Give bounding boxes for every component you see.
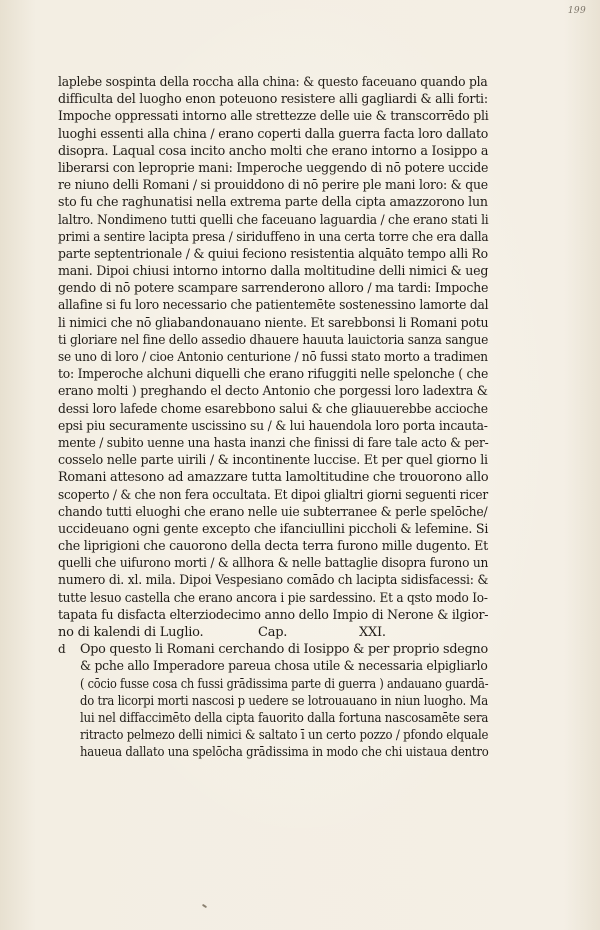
text-line-31: tutte lesuo castella che erano ancora i pie sardessino. Et a qsto modo Io- [58, 590, 488, 606]
chapter-text-line-3: do tra licorpi morti nascosi p uedere se lotrouauano in niun luogho. Ma [80, 693, 488, 709]
folio-number: 199 [567, 6, 586, 16]
chapter-text-line-6: haueua dallato una spelōcha grādissima in modo che chi uistaua dentro [80, 745, 489, 761]
text-line-9: laltro. Nondimeno tutti quelli che faceuano laguardia / che erano stati li [58, 212, 489, 228]
text-line-14: allafine si fu loro necessario che patientemēte sostenessino lamorte dal [58, 298, 489, 314]
text-line-26: chando tutti eluoghi che erano nelle uie subterranee & perle spelōche/ [58, 504, 488, 520]
text-line-10: primi a sentire lacipta presa / siriduffeno in una certa torre che era dalla [58, 229, 489, 245]
text-line-6: liberarsi con leproprie mani: Imperoche ueggendo di nō potere uccide [58, 160, 489, 176]
text-line-32: tapata fu disfacta elterziodecimo anno dello Impio di Nerone & ilgior- [58, 607, 489, 623]
text-block [58, 74, 488, 762]
last-line-with-chapter-heading [58, 624, 488, 641]
text-line-28: che liprigioni che cauorono della decta terra furono mille dugento. Et [58, 539, 489, 555]
chapter-number: XXI. [359, 625, 386, 640]
text-line-17: se uno di loro / cioe Antonio centurione / nō fussi stato morto a tradimen [58, 350, 488, 365]
text-line-23: cosselo nelle parte uirili / & incontinente luccise. Et per quel giorno li [58, 453, 488, 469]
text-line-30: numero di. xl. mila. Dipoi Vespesiano comādo ch lacipta sidisfacessi: & [58, 573, 489, 589]
text-line-12: mani. Dipoi chiusi intorno intorno dalla moltitudine delli nimici & ueg [58, 264, 489, 280]
chapter-text-line-5: ritracto pelmezo delli nimici & saltato ī un certo pozzo / pfondo elquale [80, 728, 489, 744]
text-line-2: difficulta del luogho enon poteuono resistere alli gagliardi & alli forti: [58, 92, 488, 108]
chapter-text-line-1: & pche allo Imperadore pareua chosa utile & necessaria elpigliarlo [80, 659, 488, 675]
chapter-opening-line [58, 641, 488, 658]
text-line-21: epsi piu securamente uscissino su / & lui hauendola loro porta incauta- [58, 418, 488, 434]
main-text [58, 74, 488, 624]
chapter-text-line-4: lui nel diffaccimēto della cipta fauorito dalla fortuna nascosamēte sera [80, 710, 489, 726]
text-line-22: mente / subito uenne una hasta inanzi che finissi di fare tale acto & per- [58, 435, 489, 451]
text-line-7: re niuno delli Romani / si prouiddono di nō perire ple mani loro: & que [58, 178, 488, 194]
text-line-24: Romani attesono ad amazzare tutta lamoltitudine che trouorono allo [58, 470, 489, 486]
text-line-25: scoperto / & che non fera occultata. Et dipoi glialtri giorni seguenti ricer [58, 487, 488, 503]
chapter-label: Cap. [258, 625, 288, 640]
text-line-16: ti gloriare nel fine dello assedio dhauere hauuta lauictoria sanza sangue [58, 332, 489, 348]
text-line-11: parte septentrionale / & quiui feciono resistentia alquāto tempo alli Ro [58, 246, 488, 262]
text-line-3: Impoche oppressati intorno alle strettezze delle uie & transcorrēdo pli [58, 109, 489, 125]
chapter-first-line: Opo questo li Romani cerchando di Iosippo & per proprio sdegno [80, 642, 488, 658]
text-line-15: li nimici che nō gliabandonauano niente. Et sarebbonsi li Romani potu [58, 315, 489, 331]
text-line-8: sto fu che raghunatisi nella extrema parte della cipta amazzorono lun [58, 195, 488, 211]
guide-letter: d [58, 642, 66, 657]
text-line-5: disopra. Laqual cosa incito ancho molti che erano intorno a Iosippo a [58, 143, 489, 159]
text-line-13: gendo di nō potere scampare sarrenderono alloro / ma tardi: Impoche [58, 281, 489, 297]
text-line-29: quelli che uifurono morti / & allhora & nelle battaglie disopra furono un [58, 556, 489, 572]
text-line-1: laplebe sospinta della roccha alla china: & questo faceuano quando pla [58, 75, 488, 90]
text-line-4: luoghi essenti alla china / erano coperti dalla guerra facta loro dallato [58, 126, 489, 142]
text-line-18: to: Imperoche alchuni diquelli che erano rifuggiti nelle spelonche ( che [58, 367, 489, 383]
text-line-27: uccideuano ogni gente excepto che ifanciullini piccholi & lefemine. Si [58, 521, 489, 537]
chapter-text-line-2: ( cōcio fusse cosa ch fussi grādissima parte di guerra ) andauano guardā- [80, 676, 489, 692]
text-line-33: no di kalendi di Luglio. [58, 625, 204, 640]
chapter-text [58, 658, 488, 761]
paper-speck [202, 904, 207, 909]
text-line-20: dessi loro lafede chome esarebbono salui & che gliauuerebbe accioche [58, 401, 488, 417]
text-line-19: erano molti ) preghando el decto Antonio che porgessi loro ladextra & [58, 384, 488, 400]
